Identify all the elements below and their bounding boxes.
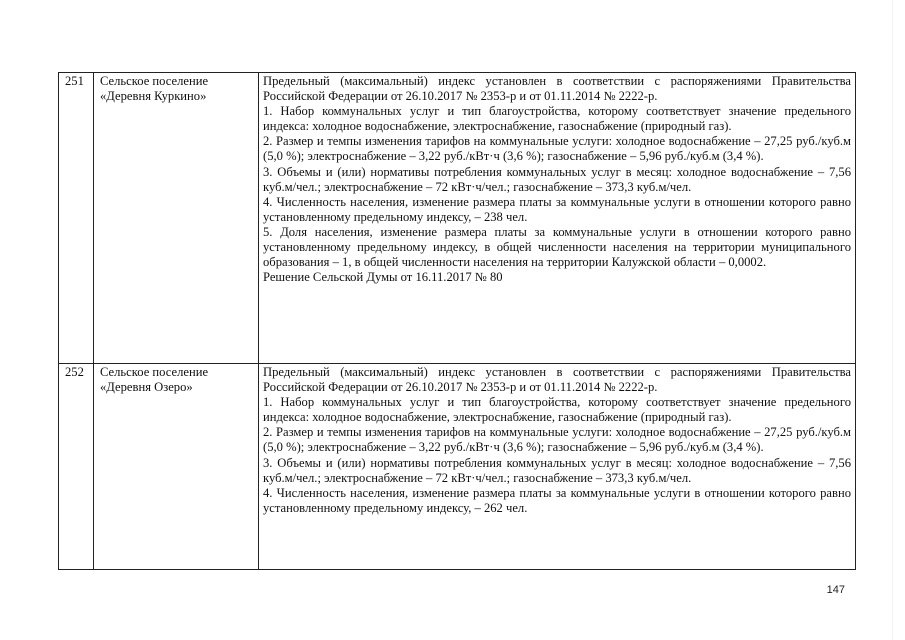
- settlement-name: [94, 364, 259, 570]
- paragraph: 3. Объемы и (или) нормативы потребления коммунальных услуг в месяц: холодное водоснабжение – 7,56 куб.м/чел.; электроснабжение – 72 кВт·ч/чел.; газоснабжение – 373,3 куб.м/чел.: [263, 164, 851, 194]
- paragraph: 2. Размер и темпы изменения тарифов на коммунальные услуги: холодное водоснабжение – 27,25 руб./куб.м (5,0 %); электроснабжение – 3,22 руб./кВт·ч (3,6 %); газоснабжение – 5,96 руб./куб.м (3,4 %).: [263, 425, 851, 455]
- index-description: [259, 364, 856, 570]
- paragraph: 5. Доля населения, изменение размера платы за коммунальные услуги в отношении которого равно установленному предельному индексу, в общей численности населения на территории муниципального образования – 1, в общей численности населения на территории Калужской области – 0,0002.: [263, 224, 851, 270]
- table-row: [59, 73, 856, 364]
- settlement-name: [94, 73, 259, 364]
- scan-edge-line: [892, 0, 893, 640]
- paragraph: 4. Численность населения, изменение размера платы за коммунальные услуги в отношении которого равно установленному предельному индексу, – 262 чел.: [263, 485, 851, 515]
- row-number: 251: [59, 73, 94, 364]
- tariff-index-table: [58, 72, 856, 570]
- settlement-title: «Деревня Куркино»: [100, 89, 207, 104]
- paragraph: Предельный (максимальный) индекс установлен в соответствии с распоряжениями Правительства Российской Федерации от 26.10.2017 № 2353-р и от 01.11.2014 № 2222-р.: [263, 365, 851, 395]
- table-row: [59, 364, 856, 570]
- paragraph: 3. Объемы и (или) нормативы потребления коммунальных услуг в месяц: холодное водоснабжение – 7,56 куб.м/чел.; электроснабжение – 72 кВт·ч/чел.; газоснабжение – 373,3 куб.м/чел.: [263, 455, 851, 485]
- row-number: 252: [59, 364, 94, 570]
- page-number: 147: [826, 584, 845, 596]
- paragraph: 2. Размер и темпы изменения тарифов на коммунальные услуги: холодное водоснабжение – 27,25 руб./куб.м (5,0 %); электроснабжение – 3,22 руб./кВт·ч (3,6 %); газоснабжение – 5,96 руб./куб.м (3,4 %).: [263, 134, 851, 164]
- settlement-type: Сельское поселение: [100, 365, 209, 379]
- paragraph: 1. Набор коммунальных услуг и тип благоустройства, которому соответствует значение предельного индекса: холодное водоснабжение, электроснабжение, газоснабжение (природный газ).: [263, 104, 851, 134]
- decision-reference: Решение Сельской Думы от 16.11.2017 № 80: [263, 270, 503, 285]
- paragraph: 1. Набор коммунальных услуг и тип благоустройства, которому соответствует значение предельного индекса: холодное водоснабжение, электроснабжение, газоснабжение (природный газ).: [263, 395, 851, 425]
- paragraph: 4. Численность населения, изменение размера платы за коммунальные услуги в отношении которого равно установленному предельному индексу, – 238 чел.: [263, 194, 851, 224]
- settlement-title: «Деревня Озеро»: [100, 380, 193, 395]
- index-description: [259, 73, 856, 364]
- settlement-type: Сельское поселение: [100, 74, 209, 88]
- paragraph: Предельный (максимальный) индекс установлен в соответствии с распоряжениями Правительства Российской Федерации от 26.10.2017 № 2353-р и от 01.11.2014 № 2222-р.: [263, 74, 851, 104]
